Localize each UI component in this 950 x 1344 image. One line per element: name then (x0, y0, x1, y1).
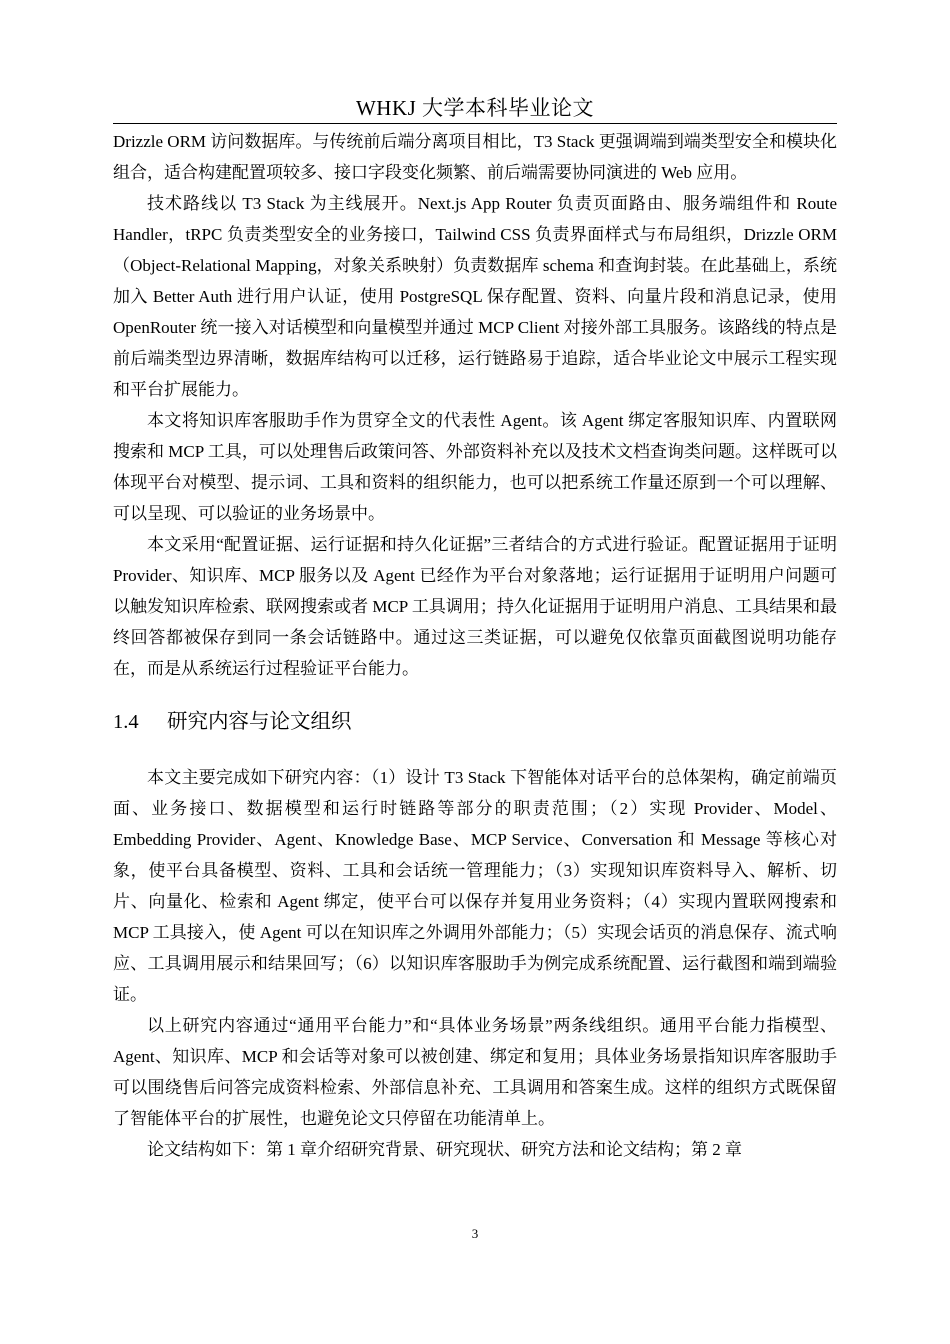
paragraph-technical-route: 技术路线以 T3 Stack 为主线展开。Next.js App Router 负责页面路由、服务端组件和 Route Handler，tRPC 负责类型安全的业务接口，Tailwind CSS 负责界面样式与布局组织，Drizzle ORM（Object-Relational Mapping，对象关系映射）负责数据库 schema 和查询封装。在此基础上，系统加入 Better Auth 进行用户认证，使用 PostgreSQL 保存配置、资料、向量片段和消息记录，使用 OpenRouter 统一接入对话模型和向量模型并通过 MCP Client 对接外部工具服务。该路线的特点是前后端类型边界清晰，数据库结构可以迁移，运行链路易于追踪，适合毕业论文中展示工程实现和平台扩展能力。 (113, 194, 837, 399)
paragraph-research-content: 本文主要完成如下研究内容：（1）设计 T3 Stack 下智能体对话平台的总体架构，确定前端页面、业务接口、数据模型和运行时链路等部分的职责范围；（2）实现 Provider、Model、Embedding Provider、Agent、Knowledge Base、MCP Service、Conversation 和 Message 等核心对象，使平台具备模型、资料、工具和会话统一管理能力；（3）实现知识库资料导入、解析、切片、向量化、检索和 Agent 绑定，使平台可以保存并复用业务资料；（4）实现内置联网搜索和 MCP 工具接入，使 Agent 可以在知识库之外调用外部能力；（5）实现会话页的消息保存、流式响应、工具调用展示和结果回写；（6）以知识库客服助手为例完成系统配置、运行截图和端到端验证。 (113, 768, 837, 1004)
paragraph-representative-agent: 本文将知识库客服助手作为贯穿全文的代表性 Agent。该 Agent 绑定客服知识库、内置联网搜索和 MCP 工具，可以处理售后政策问答、外部资料补充以及技术文档查询类问题。这样既可以体现平台对模型、提示词、工具和资料的组织能力，也可以把系统工作量还原到一个可以理解、可以呈现、可以验证的业务场景中。 (113, 411, 837, 523)
header-divider (113, 123, 837, 124)
paragraph-organization: 以上研究内容通过“通用平台能力”和“具体业务场景”两条线组织。通用平台能力指模型、Agent、知识库、MCP 和会话等对象可以被创建、绑定和复用；具体业务场景指知识库客服助手可以围绕售后问答完成资料检索、外部信息补充、工具调用和答案生成。这样的组织方式既保留了智能体平台的扩展性，也避免论文只停留在功能清单上。 (113, 1016, 837, 1128)
paragraph-verification-method: 本文采用“配置证据、运行证据和持久化证据”三者结合的方式进行验证。配置证据用于证明 Provider、知识库、MCP 服务以及 Agent 已经作为平台对象落地；运行证据用于证明用户问题可以触发知识库检索、联网搜索或者 MCP 工具调用；持久化证据用于证明用户消息、工具结果和最终回答都被保存到同一条会话链路中。通过这三类证据，可以避免仅依靠页面截图说明功能存在，而是从系统运行过程验证平台能力。 (113, 535, 837, 678)
section-title: 研究内容与论文组织 (167, 711, 352, 733)
paragraph-thesis-structure: 论文结构如下：第 1 章介绍研究背景、研究现状、研究方法和论文结构；第 2 章 (147, 1140, 742, 1159)
paragraph-continuation: Drizzle ORM 访问数据库。与传统前后端分离项目相比，T3 Stack 更强调端到端类型安全和模块化组合，适合构建配置项较多、接口字段变化频繁、前后端需要协同演进的 Web 应用。 (113, 132, 837, 182)
page-body (113, 126, 837, 1165)
page-header-title: WHKJ 大学本科毕业论文 (355, 96, 595, 120)
section-number: 1.4 (113, 711, 139, 733)
page-number: 3 (471, 1226, 479, 1241)
section-heading (113, 704, 837, 740)
